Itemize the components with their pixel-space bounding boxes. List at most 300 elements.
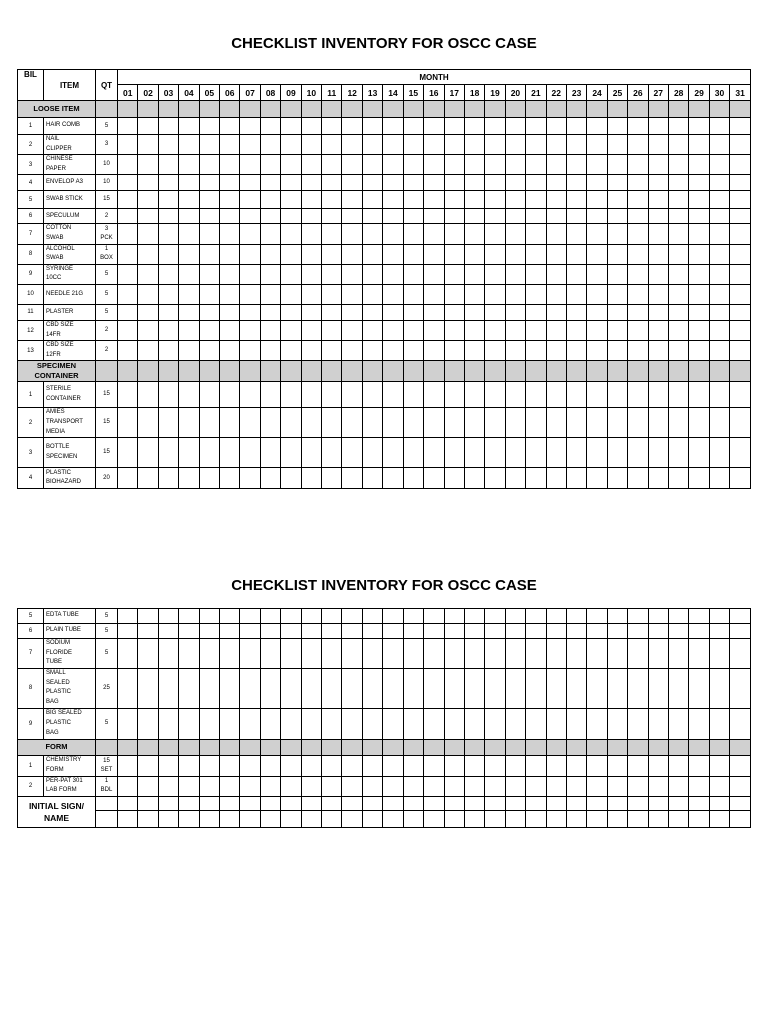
check-cell[interactable] — [403, 668, 423, 708]
check-cell[interactable] — [668, 438, 688, 468]
check-cell[interactable] — [526, 191, 546, 209]
check-cell[interactable] — [138, 135, 158, 155]
check-cell[interactable] — [587, 209, 607, 224]
check-cell[interactable] — [709, 438, 729, 468]
check-cell[interactable] — [505, 408, 525, 438]
check-cell[interactable] — [281, 810, 301, 827]
check-cell[interactable] — [730, 224, 751, 244]
check-cell[interactable] — [689, 361, 709, 382]
check-cell[interactable] — [240, 796, 260, 810]
check-cell[interactable] — [730, 382, 751, 408]
check-cell[interactable] — [628, 304, 648, 320]
check-cell[interactable] — [403, 438, 423, 468]
check-cell[interactable] — [464, 361, 484, 382]
check-cell[interactable] — [322, 209, 342, 224]
check-cell[interactable] — [322, 175, 342, 191]
check-cell[interactable] — [730, 320, 751, 340]
check-cell[interactable] — [566, 468, 586, 489]
check-cell[interactable] — [342, 224, 362, 244]
check-cell[interactable] — [240, 175, 260, 191]
check-cell[interactable] — [628, 438, 648, 468]
check-cell[interactable] — [689, 382, 709, 408]
check-cell[interactable] — [648, 101, 668, 118]
check-cell[interactable] — [505, 320, 525, 340]
check-cell[interactable] — [118, 639, 138, 669]
check-cell[interactable] — [179, 668, 199, 708]
check-cell[interactable] — [240, 776, 260, 796]
check-cell[interactable] — [709, 382, 729, 408]
check-cell[interactable] — [444, 361, 464, 382]
check-cell[interactable] — [362, 175, 382, 191]
check-cell[interactable] — [158, 468, 178, 489]
check-cell[interactable] — [546, 118, 566, 135]
check-cell[interactable] — [199, 244, 219, 264]
check-cell[interactable] — [118, 320, 138, 340]
check-cell[interactable] — [464, 244, 484, 264]
check-cell[interactable] — [444, 209, 464, 224]
check-cell[interactable] — [444, 438, 464, 468]
check-cell[interactable] — [383, 284, 403, 304]
check-cell[interactable] — [648, 668, 668, 708]
check-cell[interactable] — [709, 361, 729, 382]
check-cell[interactable] — [648, 191, 668, 209]
check-cell[interactable] — [220, 209, 240, 224]
check-cell[interactable] — [709, 101, 729, 118]
check-cell[interactable] — [362, 668, 382, 708]
check-cell[interactable] — [179, 320, 199, 340]
check-cell[interactable] — [505, 361, 525, 382]
check-cell[interactable] — [566, 739, 586, 755]
check-cell[interactable] — [342, 118, 362, 135]
check-cell[interactable] — [648, 209, 668, 224]
check-cell[interactable] — [689, 264, 709, 284]
check-cell[interactable] — [668, 224, 688, 244]
check-cell[interactable] — [668, 175, 688, 191]
check-cell[interactable] — [485, 175, 505, 191]
check-cell[interactable] — [709, 739, 729, 755]
check-cell[interactable] — [383, 341, 403, 361]
check-cell[interactable] — [607, 796, 627, 810]
check-cell[interactable] — [566, 191, 586, 209]
check-cell[interactable] — [240, 438, 260, 468]
check-cell[interactable] — [546, 468, 566, 489]
check-cell[interactable] — [689, 244, 709, 264]
check-cell[interactable] — [607, 708, 627, 739]
check-cell[interactable] — [526, 244, 546, 264]
check-cell[interactable] — [220, 118, 240, 135]
check-cell[interactable] — [444, 624, 464, 639]
check-cell[interactable] — [342, 101, 362, 118]
check-cell[interactable] — [444, 284, 464, 304]
check-cell[interactable] — [689, 438, 709, 468]
check-cell[interactable] — [730, 118, 751, 135]
check-cell[interactable] — [648, 755, 668, 776]
check-cell[interactable] — [403, 175, 423, 191]
check-cell[interactable] — [566, 776, 586, 796]
check-cell[interactable] — [607, 810, 627, 827]
check-cell[interactable] — [362, 224, 382, 244]
check-cell[interactable] — [607, 320, 627, 340]
check-cell[interactable] — [485, 382, 505, 408]
check-cell[interactable] — [199, 320, 219, 340]
check-cell[interactable] — [546, 361, 566, 382]
check-cell[interactable] — [628, 118, 648, 135]
check-cell[interactable] — [322, 755, 342, 776]
check-cell[interactable] — [118, 708, 138, 739]
check-cell[interactable] — [138, 624, 158, 639]
check-cell[interactable] — [464, 755, 484, 776]
check-cell[interactable] — [158, 341, 178, 361]
check-cell[interactable] — [546, 155, 566, 175]
check-cell[interactable] — [689, 796, 709, 810]
check-cell[interactable] — [220, 624, 240, 639]
check-cell[interactable] — [220, 796, 240, 810]
check-cell[interactable] — [668, 244, 688, 264]
check-cell[interactable] — [179, 609, 199, 624]
check-cell[interactable] — [709, 209, 729, 224]
check-cell[interactable] — [607, 341, 627, 361]
check-cell[interactable] — [424, 341, 444, 361]
check-cell[interactable] — [158, 609, 178, 624]
check-cell[interactable] — [158, 382, 178, 408]
check-cell[interactable] — [587, 624, 607, 639]
check-cell[interactable] — [485, 755, 505, 776]
check-cell[interactable] — [546, 175, 566, 191]
check-cell[interactable] — [383, 609, 403, 624]
check-cell[interactable] — [444, 244, 464, 264]
check-cell[interactable] — [464, 609, 484, 624]
check-cell[interactable] — [648, 609, 668, 624]
check-cell[interactable] — [403, 708, 423, 739]
check-cell[interactable] — [403, 776, 423, 796]
check-cell[interactable] — [322, 284, 342, 304]
check-cell[interactable] — [566, 361, 586, 382]
check-cell[interactable] — [485, 776, 505, 796]
check-cell[interactable] — [403, 609, 423, 624]
check-cell[interactable] — [505, 639, 525, 669]
check-cell[interactable] — [526, 155, 546, 175]
check-cell[interactable] — [648, 361, 668, 382]
check-cell[interactable] — [322, 796, 342, 810]
check-cell[interactable] — [138, 361, 158, 382]
check-cell[interactable] — [281, 776, 301, 796]
check-cell[interactable] — [138, 755, 158, 776]
check-cell[interactable] — [260, 341, 280, 361]
check-cell[interactable] — [260, 609, 280, 624]
check-cell[interactable] — [628, 609, 648, 624]
check-cell[interactable] — [730, 810, 751, 827]
check-cell[interactable] — [240, 739, 260, 755]
check-cell[interactable] — [505, 304, 525, 320]
check-cell[interactable] — [709, 639, 729, 669]
check-cell[interactable] — [668, 708, 688, 739]
check-cell[interactable] — [668, 668, 688, 708]
check-cell[interactable] — [607, 209, 627, 224]
check-cell[interactable] — [118, 135, 138, 155]
check-cell[interactable] — [260, 468, 280, 489]
check-cell[interactable] — [322, 320, 342, 340]
check-cell[interactable] — [118, 341, 138, 361]
check-cell[interactable] — [383, 708, 403, 739]
check-cell[interactable] — [342, 361, 362, 382]
check-cell[interactable] — [424, 739, 444, 755]
check-cell[interactable] — [158, 118, 178, 135]
check-cell[interactable] — [240, 155, 260, 175]
check-cell[interactable] — [179, 155, 199, 175]
check-cell[interactable] — [199, 708, 219, 739]
check-cell[interactable] — [730, 639, 751, 669]
check-cell[interactable] — [648, 304, 668, 320]
check-cell[interactable] — [240, 284, 260, 304]
check-cell[interactable] — [607, 361, 627, 382]
check-cell[interactable] — [587, 341, 607, 361]
check-cell[interactable] — [444, 739, 464, 755]
check-cell[interactable] — [220, 175, 240, 191]
check-cell[interactable] — [566, 264, 586, 284]
check-cell[interactable] — [240, 361, 260, 382]
check-cell[interactable] — [342, 209, 362, 224]
check-cell[interactable] — [607, 284, 627, 304]
check-cell[interactable] — [158, 739, 178, 755]
check-cell[interactable] — [179, 191, 199, 209]
check-cell[interactable] — [158, 175, 178, 191]
check-cell[interactable] — [709, 320, 729, 340]
check-cell[interactable] — [689, 810, 709, 827]
check-cell[interactable] — [628, 101, 648, 118]
check-cell[interactable] — [485, 624, 505, 639]
check-cell[interactable] — [485, 244, 505, 264]
check-cell[interactable] — [403, 468, 423, 489]
check-cell[interactable] — [526, 796, 546, 810]
check-cell[interactable] — [240, 209, 260, 224]
check-cell[interactable] — [138, 155, 158, 175]
check-cell[interactable] — [362, 101, 382, 118]
check-cell[interactable] — [505, 609, 525, 624]
check-cell[interactable] — [322, 191, 342, 209]
check-cell[interactable] — [301, 382, 321, 408]
check-cell[interactable] — [403, 135, 423, 155]
check-cell[interactable] — [199, 639, 219, 669]
check-cell[interactable] — [118, 624, 138, 639]
check-cell[interactable] — [322, 224, 342, 244]
check-cell[interactable] — [526, 304, 546, 320]
check-cell[interactable] — [301, 438, 321, 468]
check-cell[interactable] — [424, 175, 444, 191]
check-cell[interactable] — [464, 776, 484, 796]
check-cell[interactable] — [444, 408, 464, 438]
check-cell[interactable] — [505, 382, 525, 408]
check-cell[interactable] — [485, 304, 505, 320]
check-cell[interactable] — [709, 284, 729, 304]
check-cell[interactable] — [668, 468, 688, 489]
check-cell[interactable] — [566, 284, 586, 304]
check-cell[interactable] — [158, 361, 178, 382]
check-cell[interactable] — [424, 244, 444, 264]
check-cell[interactable] — [444, 796, 464, 810]
check-cell[interactable] — [220, 101, 240, 118]
check-cell[interactable] — [730, 438, 751, 468]
check-cell[interactable] — [607, 101, 627, 118]
check-cell[interactable] — [485, 284, 505, 304]
check-cell[interactable] — [648, 708, 668, 739]
check-cell[interactable] — [301, 135, 321, 155]
check-cell[interactable] — [322, 624, 342, 639]
check-cell[interactable] — [648, 639, 668, 669]
check-cell[interactable] — [607, 382, 627, 408]
check-cell[interactable] — [526, 382, 546, 408]
check-cell[interactable] — [607, 408, 627, 438]
check-cell[interactable] — [220, 668, 240, 708]
check-cell[interactable] — [546, 101, 566, 118]
check-cell[interactable] — [362, 135, 382, 155]
check-cell[interactable] — [118, 304, 138, 320]
check-cell[interactable] — [138, 320, 158, 340]
check-cell[interactable] — [260, 810, 280, 827]
check-cell[interactable] — [485, 639, 505, 669]
check-cell[interactable] — [526, 361, 546, 382]
check-cell[interactable] — [199, 209, 219, 224]
check-cell[interactable] — [301, 224, 321, 244]
check-cell[interactable] — [526, 135, 546, 155]
check-cell[interactable] — [240, 624, 260, 639]
check-cell[interactable] — [199, 668, 219, 708]
check-cell[interactable] — [485, 101, 505, 118]
check-cell[interactable] — [260, 101, 280, 118]
check-cell[interactable] — [138, 118, 158, 135]
check-cell[interactable] — [464, 708, 484, 739]
check-cell[interactable] — [362, 468, 382, 489]
check-cell[interactable] — [689, 668, 709, 708]
check-cell[interactable] — [322, 438, 342, 468]
check-cell[interactable] — [505, 224, 525, 244]
check-cell[interactable] — [199, 408, 219, 438]
check-cell[interactable] — [444, 320, 464, 340]
check-cell[interactable] — [444, 264, 464, 284]
check-cell[interactable] — [464, 191, 484, 209]
check-cell[interactable] — [628, 739, 648, 755]
check-cell[interactable] — [240, 341, 260, 361]
check-cell[interactable] — [118, 796, 138, 810]
check-cell[interactable] — [179, 796, 199, 810]
check-cell[interactable] — [464, 135, 484, 155]
check-cell[interactable] — [709, 191, 729, 209]
check-cell[interactable] — [342, 796, 362, 810]
check-cell[interactable] — [383, 438, 403, 468]
check-cell[interactable] — [424, 810, 444, 827]
check-cell[interactable] — [648, 468, 668, 489]
check-cell[interactable] — [342, 776, 362, 796]
check-cell[interactable] — [322, 304, 342, 320]
check-cell[interactable] — [607, 224, 627, 244]
check-cell[interactable] — [526, 408, 546, 438]
check-cell[interactable] — [485, 438, 505, 468]
check-cell[interactable] — [260, 224, 280, 244]
check-cell[interactable] — [628, 382, 648, 408]
check-cell[interactable] — [587, 755, 607, 776]
check-cell[interactable] — [526, 264, 546, 284]
check-cell[interactable] — [485, 708, 505, 739]
check-cell[interactable] — [383, 739, 403, 755]
check-cell[interactable] — [179, 708, 199, 739]
check-cell[interactable] — [138, 341, 158, 361]
check-cell[interactable] — [138, 438, 158, 468]
check-cell[interactable] — [424, 264, 444, 284]
check-cell[interactable] — [566, 624, 586, 639]
check-cell[interactable] — [587, 438, 607, 468]
check-cell[interactable] — [689, 135, 709, 155]
check-cell[interactable] — [709, 135, 729, 155]
check-cell[interactable] — [342, 191, 362, 209]
check-cell[interactable] — [362, 361, 382, 382]
check-cell[interactable] — [709, 408, 729, 438]
check-cell[interactable] — [220, 341, 240, 361]
check-cell[interactable] — [301, 118, 321, 135]
check-cell[interactable] — [383, 468, 403, 489]
check-cell[interactable] — [403, 320, 423, 340]
check-cell[interactable] — [689, 175, 709, 191]
check-cell[interactable] — [689, 708, 709, 739]
check-cell[interactable] — [546, 191, 566, 209]
check-cell[interactable] — [322, 810, 342, 827]
check-cell[interactable] — [505, 209, 525, 224]
check-cell[interactable] — [424, 668, 444, 708]
check-cell[interactable] — [566, 224, 586, 244]
check-cell[interactable] — [220, 408, 240, 438]
check-cell[interactable] — [281, 101, 301, 118]
check-cell[interactable] — [546, 244, 566, 264]
check-cell[interactable] — [587, 639, 607, 669]
check-cell[interactable] — [220, 155, 240, 175]
check-cell[interactable] — [260, 776, 280, 796]
check-cell[interactable] — [526, 101, 546, 118]
check-cell[interactable] — [668, 191, 688, 209]
check-cell[interactable] — [566, 408, 586, 438]
check-cell[interactable] — [526, 438, 546, 468]
check-cell[interactable] — [220, 361, 240, 382]
check-cell[interactable] — [138, 708, 158, 739]
check-cell[interactable] — [362, 304, 382, 320]
check-cell[interactable] — [526, 209, 546, 224]
check-cell[interactable] — [424, 438, 444, 468]
check-cell[interactable] — [301, 304, 321, 320]
check-cell[interactable] — [464, 438, 484, 468]
check-cell[interactable] — [362, 624, 382, 639]
check-cell[interactable] — [281, 708, 301, 739]
check-cell[interactable] — [240, 135, 260, 155]
check-cell[interactable] — [158, 284, 178, 304]
check-cell[interactable] — [526, 118, 546, 135]
check-cell[interactable] — [199, 284, 219, 304]
check-cell[interactable] — [362, 755, 382, 776]
check-cell[interactable] — [648, 284, 668, 304]
check-cell[interactable] — [362, 244, 382, 264]
check-cell[interactable] — [342, 155, 362, 175]
check-cell[interactable] — [730, 101, 751, 118]
check-cell[interactable] — [403, 224, 423, 244]
check-cell[interactable] — [383, 101, 403, 118]
check-cell[interactable] — [668, 382, 688, 408]
check-cell[interactable] — [220, 135, 240, 155]
check-cell[interactable] — [179, 304, 199, 320]
check-cell[interactable] — [587, 284, 607, 304]
check-cell[interactable] — [281, 284, 301, 304]
check-cell[interactable] — [179, 175, 199, 191]
check-cell[interactable] — [464, 810, 484, 827]
check-cell[interactable] — [444, 224, 464, 244]
check-cell[interactable] — [403, 796, 423, 810]
check-cell[interactable] — [383, 382, 403, 408]
check-cell[interactable] — [301, 776, 321, 796]
